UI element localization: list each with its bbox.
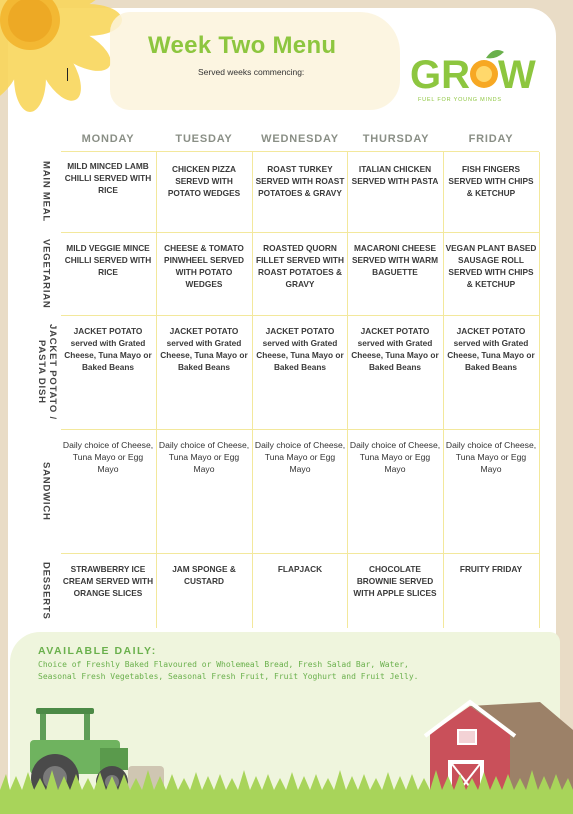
menu-cell: MILD MINCED LAMB CHILLI SERVED WITH RICE — [64, 161, 152, 195]
menu-cell: ROAST TURKEY SERVED WITH ROAST POTATOES & GRAVY — [255, 164, 345, 198]
row-label-desserts: DESSERTS — [40, 561, 52, 620]
menu-cell: JACKET POTATO served with Grated Cheese, Tuna Mayo or Baked Beans — [256, 326, 344, 372]
day-header-wednesday: WEDNESDAY — [261, 133, 339, 145]
day-header-monday: MONDAY — [81, 133, 135, 145]
menu-cell: STRAWBERRY ICE CREAM SERVED WITH ORANGE SLICES — [62, 564, 154, 598]
menu-cell: ITALIAN CHICKEN SERVED WITH PASTA — [351, 164, 439, 186]
grid-line — [539, 152, 540, 628]
available-daily-line: Choice of Freshly Baked Flavoured or Wholemeal Bread, Fresh Salad Bar, Water, — [38, 660, 409, 669]
menu-cell: JACKET POTATO served with Grated Cheese, Tuna Mayo or Baked Beans — [160, 326, 248, 372]
available-daily-line: Seasonal Fresh Vegetables, Seasonal Fresh Fruit, Fruit Yoghurt and Fruit Jelly. — [38, 672, 419, 681]
grid-line — [252, 152, 253, 628]
grid-line — [61, 553, 539, 554]
menu-cell: ROASTED QUORN FILLET SERVED WITH ROAST POTATOES & GRAVY — [256, 243, 344, 289]
menu-cell: JACKET POTATO served with Grated Cheese, Tuna Mayo or Baked Beans — [64, 326, 152, 372]
menu-cell: CHEESE & TOMATO PINWHEEL SERVED WITH POTATO WEDGES — [164, 243, 244, 289]
grid-line — [61, 429, 539, 430]
menu-cell: FRUITY FRIDAY — [459, 564, 523, 574]
day-header-friday: FRIDAY — [468, 133, 514, 145]
farm-scene-illustration — [0, 690, 573, 814]
available-daily-text — [38, 659, 458, 683]
menu-cell: Daily choice of Cheese, Tuna Mayo or Egg Mayo — [62, 440, 154, 474]
grow-logo-mark — [406, 44, 540, 100]
logo-tagline: FUEL FOR YOUNG MINDS — [418, 97, 502, 103]
grid-line — [61, 151, 539, 152]
menu-cell: CHOCOLATE BROWNIE SERVED WITH APPLE SLICES — [353, 564, 437, 598]
available-daily-title: AVAILABLE DAILY: — [38, 645, 157, 657]
row-label-vegetarian: VEGETARIAN — [40, 238, 52, 309]
menu-cell: CHICKEN PIZZA SEREVD WITH POTATO WEDGES — [167, 164, 241, 198]
row-label-jacket-potato: JACKET POTATO / PASTA DISH — [36, 324, 58, 420]
day-header-thursday: THURSDAY — [362, 133, 430, 145]
menu-cell: JACKET POTATO served with Grated Cheese, Tuna Mayo or Baked Beans — [351, 326, 439, 372]
menu-cell: Daily choice of Cheese, Tuna Mayo or Egg Mayo — [349, 440, 441, 474]
menu-cell: Daily choice of Cheese, Tuna Mayo or Egg Mayo — [254, 440, 346, 474]
grid-line — [443, 152, 444, 628]
text-cursor — [67, 68, 68, 81]
menu-cell: FLAPJACK — [277, 564, 323, 574]
row-label-sandwich: SANDWICH — [40, 461, 52, 521]
header-background — [110, 12, 400, 110]
grid-line — [61, 232, 539, 233]
grid-line — [156, 152, 157, 628]
menu-cell: VEGAN PLANT BASED SAUSAGE ROLL SERVED WITH CHIPS & KETCHUP — [445, 243, 537, 289]
menu-cell: Daily choice of Cheese, Tuna Mayo or Egg Mayo — [445, 440, 537, 474]
row-label-main-meal: MAIN MEAL — [40, 161, 52, 223]
served-weeks-label: Served weeks commencing: — [198, 67, 305, 77]
grow-logo — [406, 44, 540, 110]
page-title: Week Two Menu — [148, 32, 337, 59]
menu-cell: JAM SPONGE & CUSTARD — [172, 564, 236, 586]
grid-line — [61, 315, 539, 316]
svg-text:W: W — [498, 53, 536, 97]
menu-cell: FISH FINGERS SERVED WITH CHIPS & KETCHUP — [448, 164, 534, 198]
menu-cell: MILD VEGGIE MINCE CHILLI SERVED WITH RICE — [64, 243, 152, 277]
day-header-tuesday: TUESDAY — [175, 133, 233, 145]
menu-cell: MACARONI CHEESE SERVED WITH WARM BAGUETTE — [351, 243, 439, 277]
svg-text:GR: GR — [410, 53, 470, 97]
menu-cell: Daily choice of Cheese, Tuna Mayo or Egg Mayo — [158, 440, 250, 474]
grid-line — [347, 152, 348, 628]
menu-cell: JACKET POTATO served with Grated Cheese, Tuna Mayo or Baked Beans — [447, 326, 535, 372]
